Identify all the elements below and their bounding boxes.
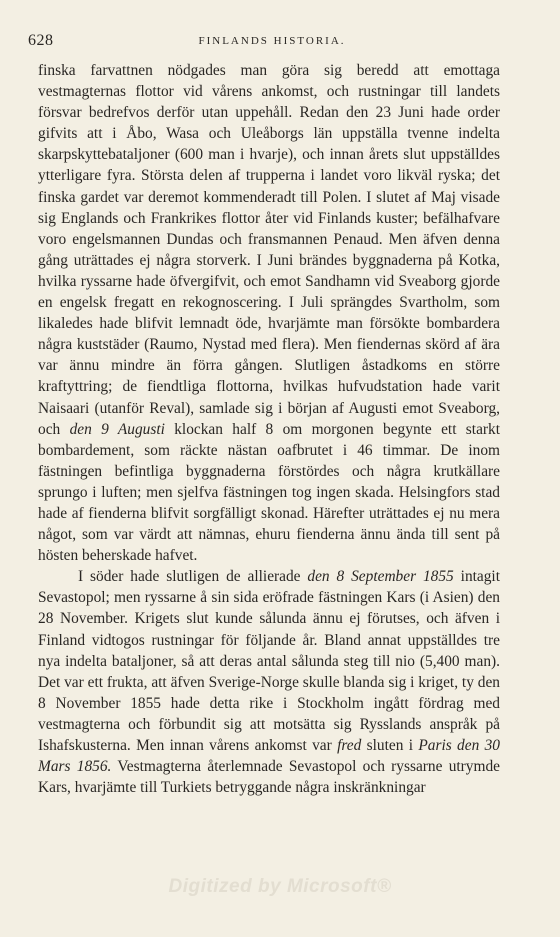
body-text bbox=[38, 60, 500, 798]
italic-text: Paris den 30 Mars 1856. bbox=[38, 737, 500, 776]
text-run: sluten i bbox=[361, 737, 419, 754]
page-header bbox=[28, 32, 516, 52]
italic-text: den 8 September 1855 bbox=[307, 568, 454, 586]
italic-text: den 9 Augusti bbox=[69, 420, 165, 438]
text-run: I söder hade slutligen de allierade bbox=[78, 568, 308, 586]
running-head: FINLANDS HISTORIA. bbox=[198, 35, 346, 47]
page-number: 628 bbox=[28, 32, 54, 49]
paragraph bbox=[38, 566, 500, 798]
digitization-watermark: Digitized by Microsoft® bbox=[168, 876, 392, 897]
text-run: klockan half 8 om morgonen begynte ett starkt bombardement, som räckte nästan oafbrutet i 46 timmar. De inom fästningen befintliga byggnaderna förstördes och några krutkällare sprungo i luften; men sjelfva fästningen tog ingen skada. Helsingfors stad hade af fienderna blifvit sorgfälligt skonad. Härefter uträttades ej nu mera något, som var värdt att nämnas, ehuru fienderna ännu ända till sent på hösten beherskade hafvet. bbox=[38, 420, 500, 565]
text-run: intagit Sevastopol; men ryssarne å sin sida eröfrade fästningen Kars (i Asien) den 28 November. Krigets slut kunde sålunda ännu ej förutses, och äfven i Finland vidtogos rustningar för följande år. Bland annat uppställdes tre nya indelta bataljoner, så att deras antal sålunda steg till nio (5,400 man). Det var ett frukta, att äfven Sverige-Norge skulle blanda sig i kriget, ty den 8 November 1855 hade detta rike i Stockholm ingått fördrag med vestmagterna och förbundit sig att motsätta sig Rysslands anspråk på Ishafskusterna. Men innan vårens ankomst var bbox=[38, 568, 500, 754]
italic-text: fred bbox=[337, 737, 362, 754]
text-run: finska farvattnen nödgades man göra sig beredd att emottaga vestmagternas flottor vid vårens ankomst, och rustningar till landets försvar bedrefvos derför utan uppehåll. Redan den 23 Juni hade order gifvits att i Åbo, Wasa och Uleåborgs län uppställa tvenne indelta skarpskyttebataljoner (600 man i hvarje), och innan årets slut uppställdes ytterligare fyra. Största delen af trupperna i landet voro likväl ryska; det finska gardet var deremot kommenderadt till Polen. I slutet af Maj visade sig Englands och Frankrikes flottor åter vid Finlands kuster; befälhafvare voro engelsmannen Dundas och fransmannen Penaud. Men äfven denna gång uträttades ej några storverk. I Juni brändes byggnaderna på Kotka, hvilka ryssarne hade öfvergifvit, och emot Sandhamn vid Sveaborg gjorde en engelsk fregatt en rekognoscering. I Juli sprängdes Svartholm, som likaledes hade blifvit lemnadt öde, hvarjämte man försökte bombardera några kuststäder (Raumo, Nystad med flera). Men fiendernas skörd af ära var ännu mindre än förra gången. Slutligen åstadkoms en större kraftyttring; de fiendtliga flottorna, hvilkas hufvudstation hade varit Naisaari (utanför Reval), samlade sig i början af Augusti emot Sveaborg, och bbox=[38, 62, 500, 438]
paragraph bbox=[38, 60, 500, 566]
text-run: Vestmagterna återlemnade Sevastopol och ryssarne utrymde Kars, hvarjämte till Turkiets betryggande några inskränkningar bbox=[38, 758, 500, 797]
